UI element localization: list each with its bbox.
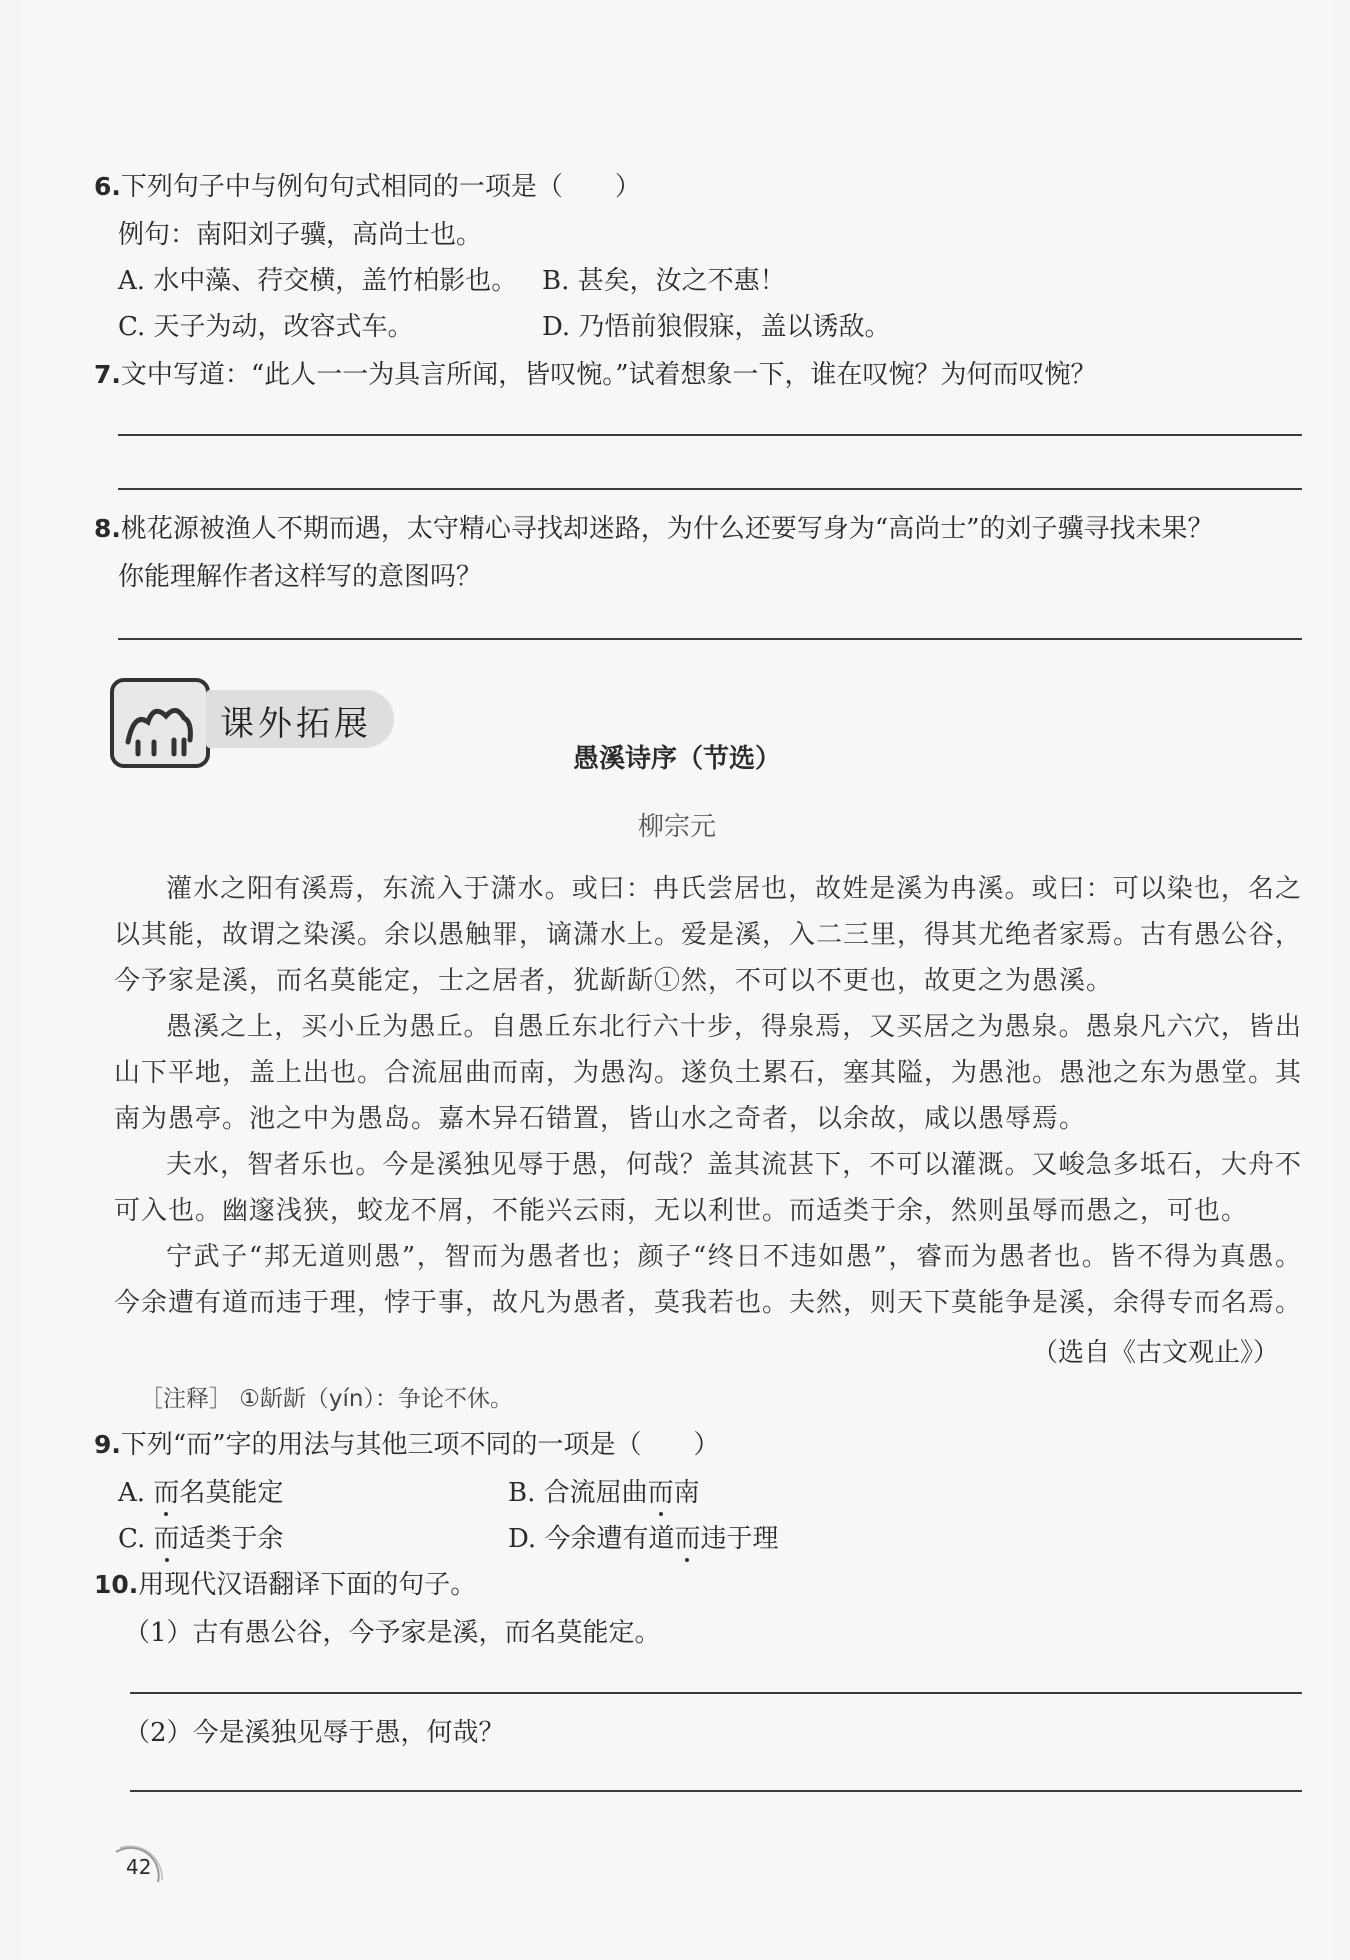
passage-body bbox=[114, 866, 1302, 1326]
passage-paragraph-4: 宁武子“邦无道则愚”，智而为愚者也；颜子“终日不违如愚”，睿而为愚者也。皆不得为真愚。今余遭有道而违于理，悖于事，故凡为愚者，莫我若也。夫然，则天下莫能争是溪，余得专而名焉。 bbox=[114, 1242, 1303, 1318]
question-6-option-b[interactable]: B. 甚矣，汝之不惠！ bbox=[542, 266, 786, 296]
question-6-option-a[interactable]: A. 水中藻、荇交横，盖竹柏影也。 bbox=[118, 266, 518, 296]
answer-line[interactable] bbox=[130, 1692, 1302, 1694]
question-6-option-c[interactable]: C. 天子为动，改容式车。 bbox=[118, 312, 414, 342]
answer-line[interactable] bbox=[130, 1790, 1302, 1792]
option-text: D. 今余遭有道 bbox=[508, 1524, 675, 1554]
passage-source: （选自《古文观止》） bbox=[1032, 1338, 1280, 1368]
banner-label: 课外拓展 bbox=[220, 704, 372, 744]
emphasized-char: 而 bbox=[674, 1524, 701, 1554]
page-number: 42 bbox=[126, 1855, 152, 1879]
emphasized-char: 而 bbox=[647, 1478, 674, 1508]
passage-paragraph-3: 夫水，智者乐也。今是溪独见辱于愚，何哉？盖其流甚下，不可以灌溉。又峻急多坻石，大舟不可入也。幽邃浅狭，蛟龙不屑，不能兴云雨，无以利世。而适类于余，然则虽辱而愚之，可也。 bbox=[114, 1150, 1302, 1226]
question-8-text: 桃花源被渔人不期而遇，太守精心寻找却迷路，为什么还要写身为“高尚士”的刘子骥寻找未果？ bbox=[120, 514, 1214, 544]
question-6-number: 6. bbox=[94, 172, 121, 201]
answer-line[interactable] bbox=[118, 434, 1302, 436]
option-text: C. bbox=[118, 1524, 154, 1554]
emphasized-char: 而 bbox=[153, 1478, 180, 1508]
passage-paragraph-2: 愚溪之上，买小丘为愚丘。自愚丘东北行六十步，得泉焉，又买居之为愚泉。愚泉凡六穴，皆出山下平地，盖上出也。合流屈曲而南，为愚沟。遂负土累石，塞其隘，为愚池。愚池之东为愚堂。其南为愚亭。池之中为愚岛。嘉木异石错置，皆山水之奇者，以余故，咸以愚辱焉。 bbox=[114, 1012, 1303, 1134]
option-text: 名莫能定 bbox=[179, 1478, 284, 1508]
question-6 bbox=[94, 170, 641, 204]
question-6-text: 下列句子中与例句句式相同的一项是（ ） bbox=[120, 172, 641, 202]
question-6-option-d[interactable]: D. 乃悟前狼假寐，盖以诱敌。 bbox=[542, 312, 891, 342]
question-7 bbox=[94, 358, 1097, 392]
question-10-text: 用现代汉语翻译下面的句子。 bbox=[138, 1570, 477, 1600]
question-8-line-2: 你能理解作者这样写的意图吗？ bbox=[118, 562, 483, 592]
question-9 bbox=[94, 1428, 720, 1462]
question-8-number: 8. bbox=[94, 514, 121, 543]
question-7-text: 文中写道：“此人一一为具言所闻，皆叹惋。”试着想象一下，谁在叹惋？为何而叹惋？ bbox=[120, 360, 1097, 390]
question-6-example: 例句：南阳刘子骥，高尚士也。 bbox=[118, 220, 483, 250]
passage-note: ［注释］ ①龂龂（yín）：争论不休。 bbox=[140, 1386, 514, 1412]
answer-line[interactable] bbox=[118, 488, 1302, 490]
passage-author: 柳宗元 bbox=[637, 812, 716, 842]
question-8 bbox=[94, 512, 1214, 546]
option-text: 违于理 bbox=[700, 1524, 779, 1554]
passage-title: 愚溪诗序（节选） bbox=[572, 744, 781, 774]
answer-line[interactable] bbox=[118, 638, 1302, 640]
question-9-option-a[interactable] bbox=[118, 1476, 283, 1510]
option-text: 南 bbox=[673, 1478, 700, 1508]
question-9-option-c[interactable] bbox=[118, 1522, 284, 1556]
emphasized-char: 而 bbox=[153, 1524, 180, 1554]
question-10 bbox=[94, 1568, 476, 1602]
passage-paragraph-1: 灌水之阳有溪焉，东流入于潇水。或曰：冉氏尝居也，故姓是溪为冉溪。或曰：可以染也，名之以其能，故谓之染溪。余以愚触罪，谪潇水上。爱是溪，入二三里，得其尤绝者家焉。古有愚公谷，今予家是溪，而名莫能定，士之居者，犹龂龂①然，不可以不更也，故更之为愚溪。 bbox=[114, 874, 1303, 996]
question-9-option-b[interactable] bbox=[508, 1476, 700, 1510]
question-9-text: 下列“而”字的用法与其他三项不同的一项是（ ） bbox=[120, 1430, 720, 1460]
question-9-option-d[interactable] bbox=[508, 1522, 778, 1556]
option-text: B. 合流屈曲 bbox=[508, 1478, 648, 1508]
question-7-number: 7. bbox=[94, 360, 121, 389]
question-10-number: 10. bbox=[94, 1570, 139, 1599]
workbook-page bbox=[22, 0, 1332, 1960]
question-10-sentence-1: （1）古有愚公谷，今予家是溪，而名莫能定。 bbox=[124, 1618, 661, 1648]
question-10-sentence-2: （2）今是溪独见辱于愚，何哉？ bbox=[124, 1718, 505, 1748]
question-9-number: 9. bbox=[94, 1430, 121, 1459]
option-text: A. bbox=[118, 1478, 154, 1508]
option-text: 适类于余 bbox=[179, 1524, 284, 1554]
